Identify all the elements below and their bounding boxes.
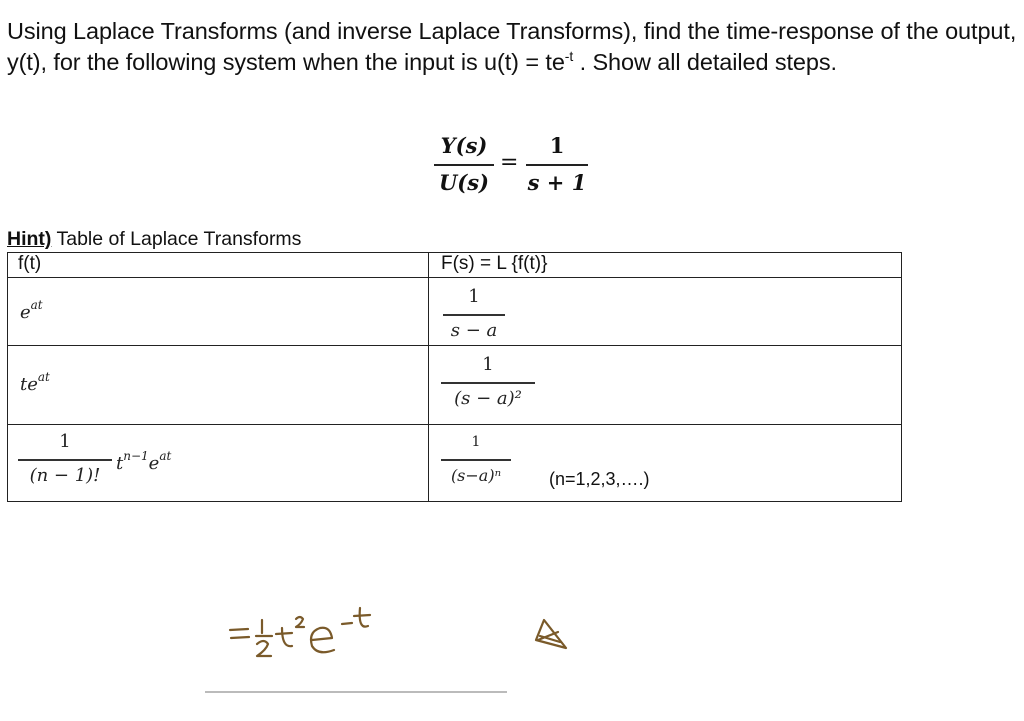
Fs-fraction — [443, 286, 505, 342]
ft-expr — [20, 370, 50, 395]
Fs-denominator: s − a — [450, 319, 498, 341]
Fs-bar — [441, 459, 511, 461]
tf-equals: = — [500, 150, 519, 175]
problem-statement — [7, 16, 1019, 78]
handwritten-answer — [200, 600, 530, 710]
Fs-numerator: 1 — [482, 354, 494, 375]
table-row — [8, 278, 902, 346]
table-header-Fs: F(s) = L {f(t)} — [429, 253, 902, 278]
problem-text-2: . Show all detailed steps. — [573, 49, 837, 75]
Fs-bar — [441, 382, 535, 384]
tf-lhs-bar — [434, 164, 494, 166]
ft-fraction — [18, 431, 112, 487]
ft-exp: at — [37, 370, 50, 384]
Fs-fraction — [441, 431, 511, 487]
Fs-denominator: (s−a)ⁿ — [450, 465, 502, 485]
table-row — [8, 346, 902, 425]
ft-denominator: (n − 1)! — [29, 464, 101, 486]
table-cell-Fs — [429, 425, 902, 502]
tf-lhs-fraction — [434, 132, 494, 197]
tf-rhs-denominator: s + 1 — [527, 170, 587, 195]
table-cell-ft — [8, 346, 429, 425]
problem-text-1: Using Laplace Transforms (and inverse Laplace Transforms), find the time-response of the output, y(t), for the following system when the input is u(t) = te — [7, 18, 1017, 75]
hint-heading — [7, 228, 301, 251]
table-cell-Fs — [429, 278, 902, 346]
Fs-numerator: 1 — [468, 286, 480, 307]
tf-rhs-fraction — [526, 132, 588, 197]
ft-numerator: 1 — [59, 431, 71, 452]
Fs-bar — [443, 314, 505, 316]
tf-rhs-numerator: 1 — [549, 133, 565, 158]
tf-lhs-denominator: U(s) — [438, 170, 489, 195]
transfer-function — [434, 132, 604, 204]
ft-tail2-exp: at — [159, 449, 172, 463]
answer-underline — [205, 691, 507, 693]
table-row — [8, 425, 902, 502]
ft-expr — [20, 298, 43, 323]
ft-bar — [18, 459, 112, 461]
table-cell-Fs — [429, 346, 902, 425]
ft-base: e — [20, 302, 31, 323]
table-cell-ft — [8, 278, 429, 346]
ft-tail-base: t — [116, 453, 124, 474]
hint-label: Hint) — [7, 228, 52, 250]
tf-lhs-numerator: Y(s) — [440, 133, 488, 158]
n-range-note: (n=1,2,3,….) — [549, 469, 650, 489]
hint-text: Table of Laplace Transforms — [51, 228, 302, 250]
table-cell-ft — [8, 425, 429, 502]
ft-exp: at — [30, 298, 43, 312]
handwritten-answer-drawing — [200, 600, 530, 700]
tf-rhs-bar — [526, 164, 588, 166]
table-header-row — [8, 253, 902, 278]
Fs-denominator: (s − a)² — [454, 387, 522, 409]
problem-exponent: -t — [564, 48, 574, 64]
ft-tail2-base: e — [148, 453, 160, 474]
Fs-numerator: 1 — [471, 434, 481, 450]
ft-base: te — [20, 374, 38, 395]
table-header-ft: f(t) — [8, 253, 429, 278]
ft-tail-exp: n−1 — [123, 449, 149, 463]
Fs-fraction — [441, 354, 535, 410]
laplace-table — [7, 252, 902, 502]
ft-tail — [116, 449, 171, 474]
